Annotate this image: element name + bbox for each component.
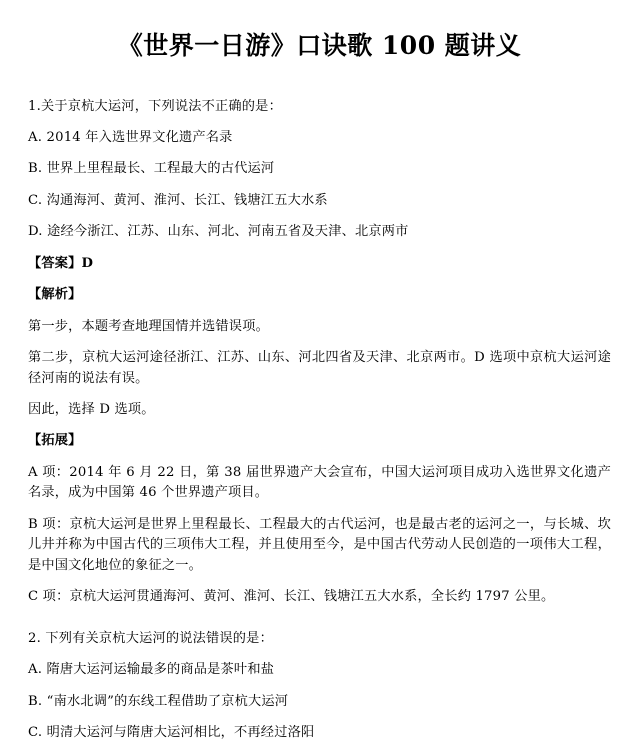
paragraph-q1-extend-label: 【拓展】 [28,431,611,451]
paragraph-q1-analysis-label: 【解析】 [28,285,611,305]
paragraph-q1-extend-a: A 项：2014 年 6 月 22 日，第 38 届世界遗产大会宣布，中国大运河项目成功入选世界文化遗产名录，成为中国第 46 个世界遗产项目。 [28,463,611,504]
paragraph-q1-analysis-1: 第一步，本题考查地理国情并选错误项。 [28,317,611,337]
document-page [0,30,639,740]
paragraph-q2-optC: C. 明清大运河与隋唐大运河相比，不再经过洛阳 [28,723,611,743]
paragraph-q1-optC: C. 沟通海河、黄河、淮河、长江、钱塘江五大水系 [28,191,611,211]
paragraph-q1-extend-c: C 项：京杭大运河贯通海河、黄河、淮河、长江、钱塘江五大水系，全长约 1797 公里。 [28,587,611,607]
paragraph-q1-analysis-3: 因此，选择 D 选项。 [28,400,611,420]
paragraph-q2-optB: B. “南水北调”的东线工程借助了京杭大运河 [28,692,611,712]
paragraph-q1-stem: 1.关于京杭大运河，下列说法不正确的是： [28,97,611,117]
paragraph-q2-stem: 2. 下列有关京杭大运河的说法错误的是： [28,629,611,649]
paragraph-q2-optA: A. 隋唐大运河运输最多的商品是茶叶和盐 [28,660,611,680]
paragraph-q1-optA: A. 2014 年入选世界文化遗产名录 [28,128,611,148]
paragraph-q1-analysis-2: 第二步，京杭大运河途径浙江、江苏、山东、河北四省及天津、北京两市。D 选项中京杭大运河途径河南的说法有误。 [28,348,611,389]
paragraph-q1-extend-b: B 项：京杭大运河是世界上里程最长、工程最大的古代运河，也是最古老的运河之一，与长城、坎儿井并称为中国古代的三项伟大工程，并且使用至今，是中国古代劳动人民创造的一项伟大工程，是中国文化地位的象征之一。 [28,515,611,576]
document-body [28,97,611,743]
page-title: 《世界一日游》口诀歌 100 题讲义 [28,30,611,63]
paragraph-q1-optB: B. 世界上里程最长、工程最大的古代运河 [28,159,611,179]
paragraph-q1-answer: 【答案】D [28,254,611,274]
paragraph-q1-optD: D. 途经今浙江、江苏、山东、河北、河南五省及天津、北京两市 [28,222,611,242]
